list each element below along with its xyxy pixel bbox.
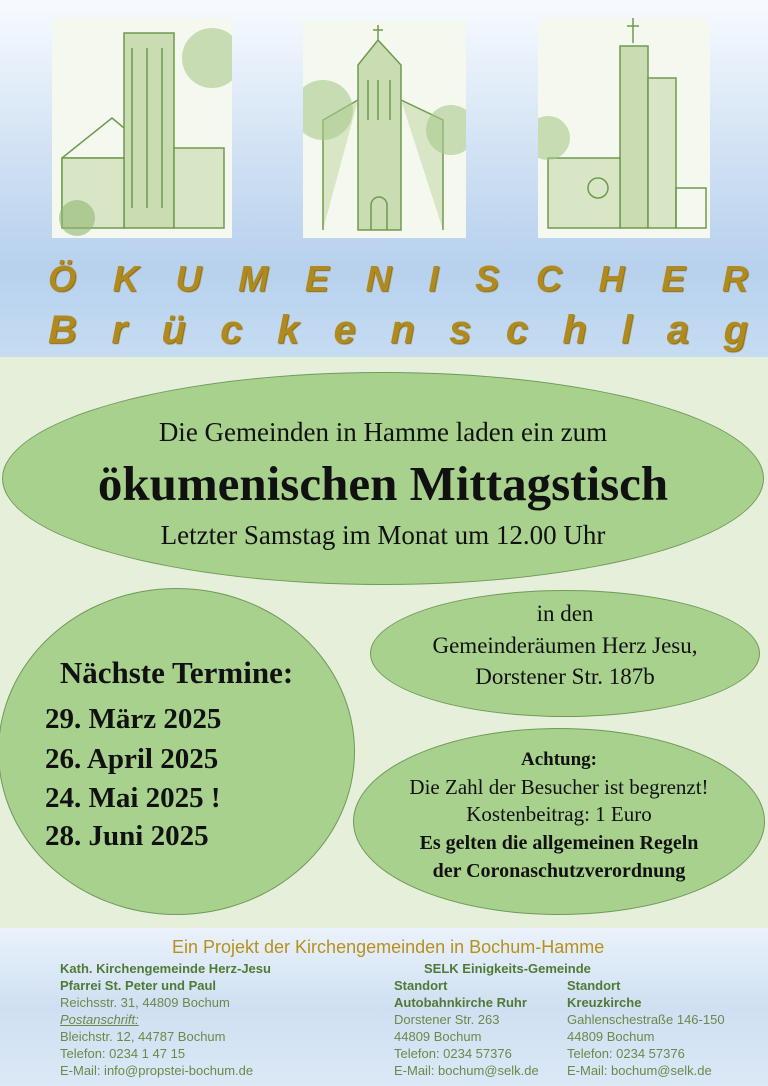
notice-line-2: Kostenbeitrag: 1 Euro	[466, 802, 652, 826]
title-letter: c	[220, 308, 243, 352]
title-letter: c	[505, 308, 528, 352]
notice-ellipse	[353, 728, 765, 915]
header	[0, 0, 768, 357]
title-letter: Ö	[48, 258, 77, 299]
termine-circle	[0, 588, 355, 915]
site1-label: Standort	[394, 978, 448, 993]
notice-line-4: der Coronaschutzverordnung	[432, 860, 686, 882]
date-2: 26. April 2025	[45, 743, 219, 775]
title-letter: K	[112, 258, 139, 299]
site1-street: Dorstener Str. 263	[394, 1012, 500, 1027]
kath-email[interactable]: E-Mail: info@propstei-bochum.de	[60, 1063, 254, 1078]
title-letter: C	[535, 258, 562, 299]
site1-phone: Telefon: 0234 57376	[394, 1046, 512, 1061]
church-photo-center	[303, 20, 466, 238]
title-line-2	[48, 308, 748, 353]
site2-city: 44809 Bochum	[567, 1029, 655, 1044]
title-letter: H	[598, 258, 625, 299]
notice-line-3: Es gelten die allgemeinen Regeln	[419, 832, 699, 854]
date-4: 28. Juni 2025	[45, 820, 209, 852]
site2-name: Kreuzkirche	[567, 995, 642, 1010]
date-3: 24. Mai 2025 !	[45, 782, 221, 814]
kath-address: Reichsstr. 31, 44809 Bochum	[60, 995, 230, 1010]
title-letter: s	[449, 308, 472, 352]
notice-line-1: Die Zahl der Besucher ist begrenzt!	[409, 775, 709, 799]
title-line-1	[48, 258, 748, 300]
location-line-1: in den	[536, 601, 594, 626]
location-line-3: Dorstener Str. 187b	[475, 664, 655, 689]
date-1: 29. März 2025	[45, 703, 222, 735]
title-letter: r	[111, 308, 127, 352]
notice-heading: Achtung:	[520, 749, 597, 770]
title-letter: E	[661, 258, 686, 299]
title-letter: a	[666, 308, 690, 352]
site1-name: Autobahnkirche Ruhr	[394, 995, 527, 1010]
title-letter: l	[621, 308, 633, 352]
title-letter: I	[428, 258, 439, 299]
site2-phone: Telefon: 0234 57376	[567, 1046, 685, 1061]
church-photo-kreuzkirche	[538, 18, 710, 238]
project-line: Ein Projekt der Kirchengemeinden in Bochum-Hamme	[172, 937, 605, 957]
title-letter: R	[721, 258, 748, 299]
site1-city: 44809 Bochum	[394, 1029, 482, 1044]
title-letter: M	[238, 258, 269, 299]
title-letter: n	[390, 308, 415, 352]
site2-label: Standort	[567, 978, 621, 993]
invite-line-3: Letzter Samstag im Monat um 12.00 Uhr	[160, 520, 606, 550]
kath-postal: Bleichstr. 12, 44787 Bochum	[60, 1029, 226, 1044]
title-letter: N	[365, 258, 392, 299]
main-content	[0, 357, 768, 928]
title-letter: B	[48, 308, 77, 352]
location-line-2: Gemeinderäumen Herz Jesu,	[432, 633, 698, 658]
footer	[0, 928, 768, 1086]
church-photo-herz-jesu	[52, 18, 232, 238]
title-letter: ü	[161, 308, 186, 352]
invite-line-1: Die Gemeinden in Hamme laden ein zum	[158, 417, 608, 447]
location-ellipse	[370, 590, 760, 717]
kath-postal-label: Postanschrift:	[60, 1012, 139, 1027]
title-letter: e	[333, 308, 356, 352]
title-letter: g	[723, 308, 748, 352]
title-letter: S	[475, 258, 500, 299]
title-letter: U	[175, 258, 202, 299]
title-letter: k	[276, 308, 300, 352]
selk-name: SELK Einigkeits-Gemeinde	[424, 961, 591, 976]
kath-parish: Pfarrei St. Peter und Paul	[60, 978, 217, 993]
title-letter: h	[562, 308, 587, 352]
title-letter: E	[304, 258, 329, 299]
termine-heading: Nächste Termine:	[59, 655, 294, 690]
kath-phone: Telefon: 0234 1 47 15	[60, 1046, 186, 1061]
invite-ellipse	[2, 372, 764, 585]
site2-email[interactable]: E-Mail: bochum@selk.de	[567, 1063, 712, 1078]
site2-street: Gahlenschestraße 146-150	[567, 1012, 725, 1027]
site1-email[interactable]: E-Mail: bochum@selk.de	[394, 1063, 539, 1078]
kath-name: Kath. Kirchengemeinde Herz-Jesu	[60, 961, 271, 976]
invite-headline: ökumenischen Mittagstisch	[97, 456, 669, 511]
